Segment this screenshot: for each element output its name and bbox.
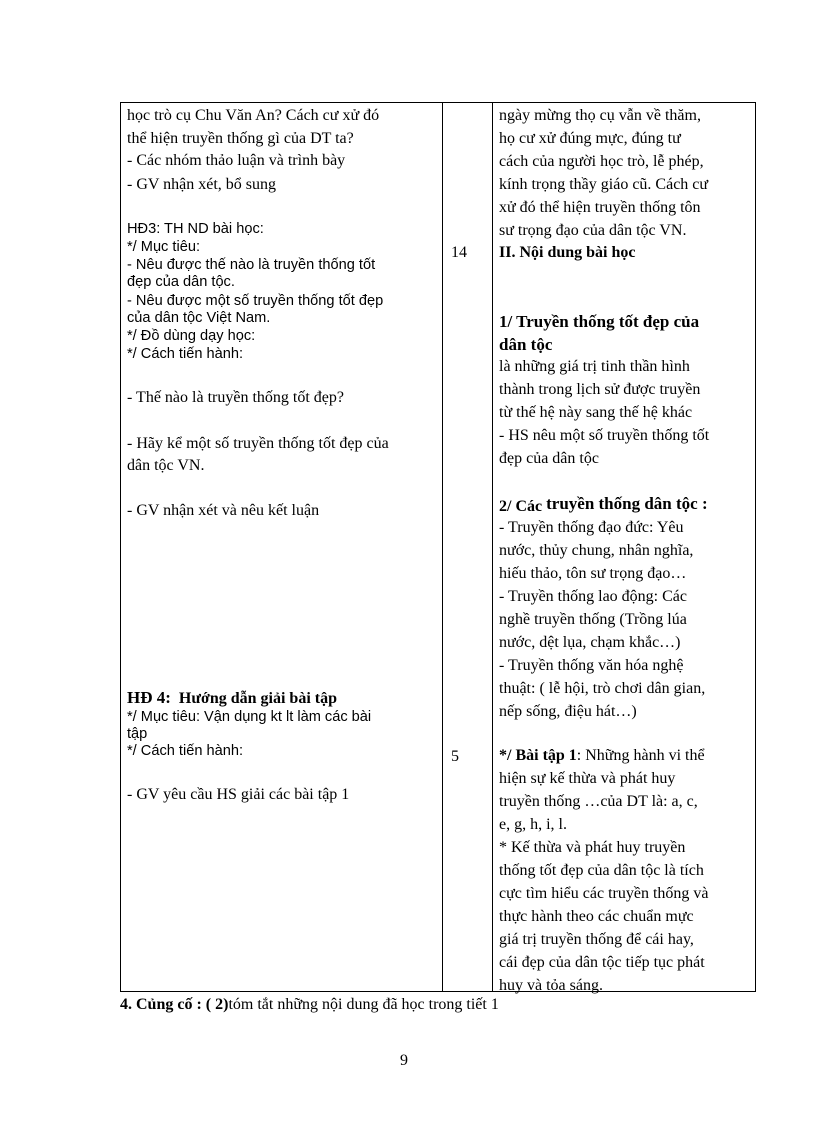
hd3-line: - Nêu được thế nào là truyền thống tốt xyxy=(127,257,376,273)
content-line: thực hành theo các chuẩn mực xyxy=(499,908,694,925)
activity-line: - GV nhận xét, bổ sung xyxy=(127,176,277,193)
consolidation-line xyxy=(120,996,499,1014)
content-line: thành trong lịch sử được truyền xyxy=(499,381,701,398)
question-line: - GV yêu cầu HS giải các bài tập 1 xyxy=(127,786,350,803)
time-value: 14 xyxy=(451,244,467,261)
hd3-line: */ Đồ dùng dạy học: xyxy=(127,328,256,344)
content-line: hiện sự kế thừa và phát huy xyxy=(499,770,676,787)
content-line: thuật: ( lễ hội, trò chơi dân gian, xyxy=(499,680,706,697)
hd4-label: HĐ 4: xyxy=(127,688,171,707)
content-line: đẹp của dân tộc xyxy=(499,450,599,467)
lesson-table xyxy=(120,102,756,992)
content-line: là những giá trị tinh thần hình xyxy=(499,358,690,375)
subsection-heading xyxy=(499,495,708,518)
question-line: - Thế nào là truyền thống tốt đẹp? xyxy=(127,389,344,406)
content-line: * Kế thừa và phát huy truyền xyxy=(499,839,686,856)
content-line: thống tốt đẹp của dân tộc là tích xyxy=(499,862,704,879)
hd3-line: đẹp của dân tộc. xyxy=(127,274,235,290)
content-line: nước, dệt lụa, chạm khắc…) xyxy=(499,634,681,651)
content-line: xử đó thể hiện truyền thống tôn xyxy=(499,199,701,216)
content-line: sư trọng đạo của dân tộc VN. xyxy=(499,222,687,239)
content-line: kính trọng thầy giáo cũ. Cách cư xyxy=(499,176,709,193)
exercise-heading xyxy=(499,745,705,767)
subsection-heading: 1/ Truyền thống tốt đẹp của xyxy=(499,312,700,331)
hd4-heading xyxy=(127,687,337,710)
hd4-line: */ Cách tiến hành: xyxy=(127,743,244,759)
hd3-line: */ Mục tiêu: xyxy=(127,239,200,255)
section-heading: II. Nội dung bài học xyxy=(499,244,636,261)
consolidation-text: tóm tắt những nội dung đã học trong tiết 1 xyxy=(228,996,499,1013)
content-line: cực tìm hiểu các truyền thống và xyxy=(499,885,709,902)
content-line: huy và tỏa sáng. xyxy=(499,977,603,994)
hd3-line: */ Cách tiến hành: xyxy=(127,346,244,362)
content-line: cách của người học trò, lễ phép, xyxy=(499,153,704,170)
content-line: nếp sống, điệu hát…) xyxy=(499,703,637,720)
content-line: truyền thống …của DT là: a, c, xyxy=(499,793,698,810)
exercise-label: */ Bài tập 1 xyxy=(499,747,577,764)
subsection-heading: dân tộc xyxy=(499,335,553,354)
content-line: nghề truyền thống (Trồng lúa xyxy=(499,611,687,628)
question-line: - GV nhận xét và nêu kết luận xyxy=(127,502,320,519)
content-line: giá trị truyền thống để cái hay, xyxy=(499,931,694,948)
content-line: - HS nêu một số truyền thống tốt xyxy=(499,427,710,444)
hd3-line: của dân tộc Việt Nam. xyxy=(127,310,271,326)
heading-prefix: 2/ Các xyxy=(499,498,543,515)
content-line: cái đẹp của dân tộc tiếp tục phát xyxy=(499,954,705,971)
page-number: 9 xyxy=(400,1052,408,1069)
content-line: e, g, h, i, l. xyxy=(499,816,567,833)
activity-line: thể hiện truyền thống gì của DT ta? xyxy=(127,130,354,147)
content-line: - Truyền thống văn hóa nghệ xyxy=(499,657,684,674)
activity-line: học trò cụ Chu Văn An? Cách cư xử đó xyxy=(127,107,380,124)
consolidation-label: 4. Củng cố : ( 2) xyxy=(120,996,229,1013)
content-line: hiếu thảo, tôn sư trọng đạo… xyxy=(499,565,687,582)
hd3-line: - Nêu được một số truyền thống tốt đẹp xyxy=(127,293,384,309)
content-line: ngày mừng thọ cụ vẫn về thăm, xyxy=(499,107,701,124)
hd3-heading: HĐ3: TH ND bài học: xyxy=(127,221,264,237)
hd4-line: tập xyxy=(127,726,148,742)
time-value: 5 xyxy=(451,748,459,765)
exercise-text: : Những hành vi thể xyxy=(576,747,705,764)
activity-column xyxy=(127,103,439,991)
hd4-title: Hướng dẫn giải bài tập xyxy=(178,690,337,707)
heading-rest: truyền thống dân tộc : xyxy=(546,494,708,513)
time-column xyxy=(443,103,492,991)
column-divider xyxy=(492,103,493,991)
question-line: dân tộc VN. xyxy=(127,457,205,474)
hd4-line: */ Mục tiêu: Vận dụng kt lt làm các bài xyxy=(127,709,372,725)
content-line: nước, thủy chung, nhân nghĩa, xyxy=(499,542,694,559)
content-line: từ thế hệ này sang thế hệ khác xyxy=(499,404,693,421)
content-line: họ cư xử đúng mực, đúng tư xyxy=(499,130,681,147)
content-line: - Truyền thống đạo đức: Yêu xyxy=(499,519,684,536)
activity-line: - Các nhóm thảo luận và trình bày xyxy=(127,152,346,169)
question-line: - Hãy kể một số truyền thống tốt đẹp của xyxy=(127,435,389,452)
content-column xyxy=(499,103,755,994)
content-line: - Truyền thống lao động: Các xyxy=(499,588,687,605)
